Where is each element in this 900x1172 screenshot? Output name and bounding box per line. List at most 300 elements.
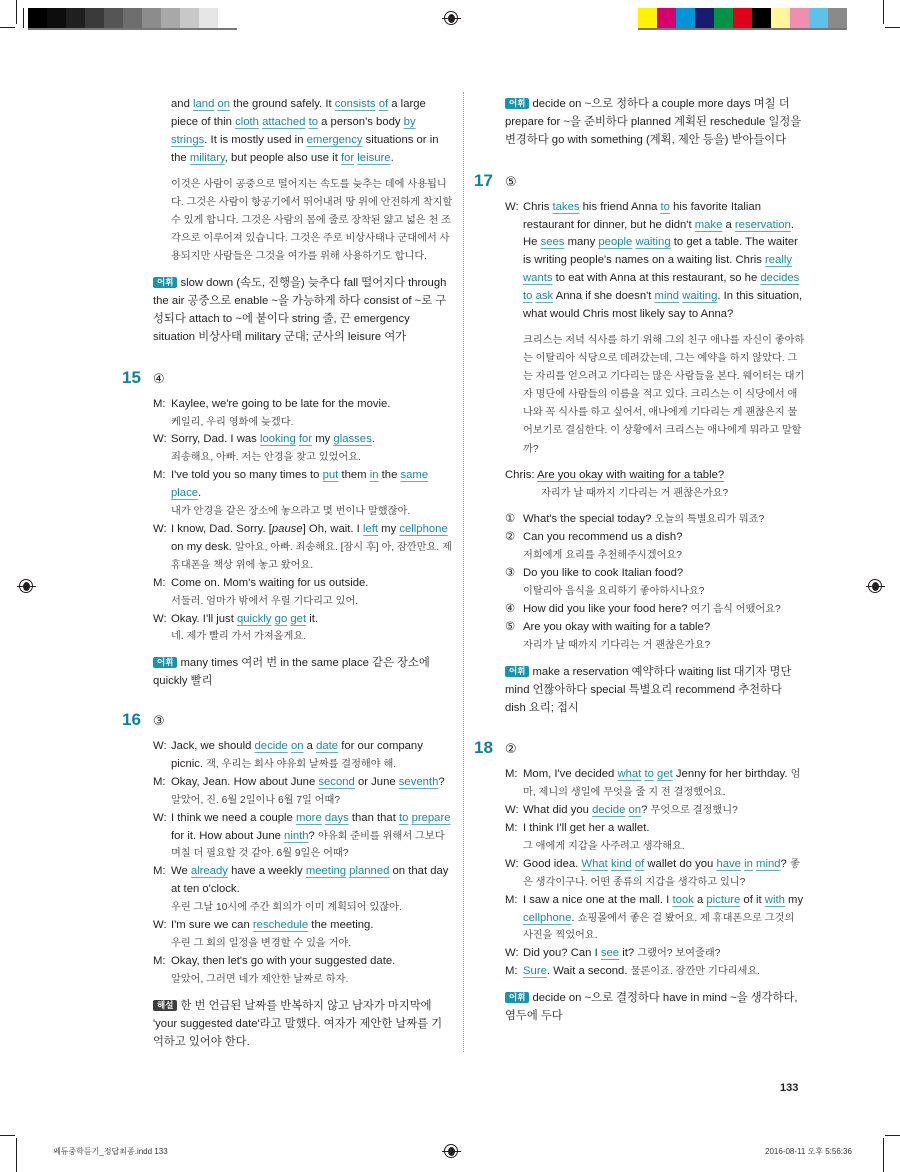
dialogue-line	[153, 738, 453, 774]
key-word: have	[716, 857, 741, 870]
key-word: What	[581, 857, 608, 870]
key-word: of	[634, 857, 645, 870]
vocab-text: decide on ~으로 결정하다 have in mind ~을 생각하다, 염두에 두다	[505, 992, 798, 1023]
text: What did you	[523, 804, 593, 817]
text: I think I'll get her a wallet.	[523, 822, 650, 835]
text: them	[338, 469, 370, 482]
text: on that day at ten o'clock.	[171, 865, 449, 896]
crop-mark	[0, 27, 15, 28]
registration-mark-icon	[444, 1144, 458, 1158]
key-word: get	[290, 612, 307, 625]
key-word: second	[318, 775, 355, 788]
speaker-label: W:	[153, 811, 167, 824]
key-word: on	[290, 740, 304, 753]
text: Mom, I've decided	[523, 768, 618, 781]
text: Okay, then let's go with your suggested date.	[171, 954, 396, 967]
choice-number: ②	[505, 531, 516, 544]
color-swatch	[218, 8, 237, 28]
text: my	[312, 433, 334, 446]
color-swatch	[85, 8, 104, 28]
column-divider	[463, 92, 464, 1052]
speaker-label: Chris:	[505, 468, 535, 481]
dialogue	[505, 766, 805, 981]
speaker-label: W:	[505, 200, 519, 213]
key-word: planned	[349, 865, 390, 878]
korean-translation: 네. 제가 빨리 가서 가져올게요.	[171, 631, 307, 643]
explanation-text: 한 번 언급된 날짜를 반복하지 않고 남자가 마지막에 'your suggested date'라고 말했다. 여자가 제안한 날짜를 기억하고 있어야 한다.	[153, 999, 443, 1048]
speaker-label: W:	[153, 919, 167, 932]
color-swatch	[123, 8, 142, 28]
key-word: same	[400, 469, 429, 482]
key-word: really	[765, 254, 793, 267]
dialogue-line	[153, 953, 453, 989]
korean-translation: 잭, 우리는 회사 야유회 날짜를 결정해야 해.	[206, 758, 397, 770]
text: Kaylee, we're going to be late for the movie.	[171, 397, 391, 410]
korean-translation: 알아요, 아빠. 죄송해요. [잠시 후] 아, 잠깐만요. 제 휴대폰을 책상 위에 놓고 왔어요.	[171, 541, 452, 571]
dialogue-line	[505, 892, 805, 946]
key-word: sees	[540, 236, 565, 249]
text: the ground safely. It	[230, 98, 335, 110]
vocab-badge: 어휘	[153, 657, 177, 668]
speaker-label: M:	[153, 469, 166, 482]
text: to get a table. The waiter is writing people's names on a waiting list. Chris	[523, 236, 798, 267]
color-swatch	[142, 8, 161, 28]
key-word: wants	[523, 272, 553, 285]
explanation-badge: 해설	[153, 1000, 177, 1011]
text: of it	[740, 893, 765, 906]
speaker-label: M:	[153, 775, 166, 788]
left-column	[122, 96, 453, 1051]
answer-choice	[505, 511, 805, 529]
answer-marker: ④	[153, 370, 165, 386]
korean-translation: 자리가 날 때까지 기다리는 거 괜찮은가요?	[523, 639, 711, 651]
text: Did you? Can I	[523, 947, 601, 960]
chris-line-korean: 자리가 날 때까지 기다리는 거 괜찮은가요?	[541, 487, 729, 499]
dialogue	[153, 396, 453, 647]
key-word: people	[598, 236, 633, 249]
key-word: of	[378, 98, 389, 110]
key-word: on	[628, 804, 642, 817]
speaker-label: M:	[505, 965, 518, 978]
text: Come on. Mom's waiting for us outside.	[171, 576, 369, 589]
dialogue-line	[153, 863, 453, 917]
line-text	[171, 774, 453, 810]
speaker-label: W:	[153, 740, 167, 753]
text: ?	[308, 829, 318, 842]
right-column	[474, 96, 805, 1026]
text: .	[571, 911, 578, 924]
dialogue-line	[505, 963, 805, 981]
line-text	[171, 467, 453, 503]
text: .	[371, 433, 375, 446]
key-word: by	[403, 115, 416, 128]
passage-english	[153, 96, 453, 168]
korean-translation: 쇼핑몰에서 좋은 걸 봤어요. 제 휴대폰으로 그것의 사진을 찍었어요.	[523, 912, 795, 942]
text: ?	[780, 857, 790, 870]
text: many	[564, 236, 599, 249]
key-word: put	[322, 469, 339, 482]
key-word: consists	[334, 98, 376, 110]
narration	[505, 199, 805, 324]
key-word: cellphone	[399, 522, 448, 535]
speaker-label: W:	[505, 804, 519, 817]
registration-mark-icon	[19, 579, 33, 593]
color-swatch	[714, 8, 733, 28]
line-text	[523, 802, 805, 820]
dialogue-line	[153, 467, 453, 521]
key-word: to	[523, 290, 533, 303]
korean-translation: 저희에게 요리를 추천해주시겠어요?	[523, 550, 682, 562]
text: Sorry, Dad. I was	[171, 433, 260, 446]
line-text	[171, 917, 453, 935]
question-number: 15	[122, 367, 141, 387]
crop-mark	[885, 1135, 900, 1136]
speaker-label: M:	[153, 576, 166, 589]
key-word: attached	[262, 115, 306, 128]
gray-color-bar	[28, 8, 237, 30]
color-swatch	[28, 8, 47, 28]
key-word: Sure	[523, 965, 547, 978]
vocab-text: many times 여러 번 in the same place 같은 장소에 quickly 빨리	[153, 657, 430, 688]
color-swatch	[790, 8, 809, 28]
text: . Wait a second.	[546, 965, 631, 978]
text: Chris	[523, 200, 553, 213]
passage-korean: 이것은 사람이 공중으로 떨어지는 속도를 늦추는 데에 사용됩니다. 그것은 사람이 항공기에서 뛰어내려 땅 위에 안전하게 착지할 수 있게 합니다. 그것은 사람의 몸에 줄로 장착된 얇고 넓은 천 조각으로 이루어져 있습니다. 그것은 주로 비상사태나 군대에서 사용되지만 사람들은 그것을 여가를 위해 사용하기도 합니다.	[171, 178, 453, 262]
line-text	[171, 738, 453, 774]
dialogue-line	[153, 611, 453, 647]
line-text	[523, 892, 805, 946]
dialogue-line	[153, 431, 453, 467]
dialogue-line	[505, 802, 805, 820]
question-18	[474, 738, 805, 1026]
color-swatch	[180, 8, 199, 28]
text: Anna if she doesn't	[553, 290, 655, 303]
text: Jack, we should	[171, 740, 255, 753]
korean-translation: 죄송해요, 아빠. 저는 안경을 찾고 있었어요.	[171, 452, 361, 464]
answer-marker: ②	[505, 741, 517, 757]
color-swatch	[828, 8, 847, 28]
question-15	[122, 367, 453, 691]
crop-mark	[883, 0, 884, 24]
choice-text: What's the special today? 오늘의 특별요리가 뭐죠?	[523, 513, 765, 526]
key-word: decide	[254, 740, 288, 753]
vocab-text: make a reservation 예약하다 waiting list 대기자 명단 mind 언짢아하다 special 특별요리 recommend 추천하다 dish 요리; 접시	[505, 665, 792, 714]
answer-choice	[505, 619, 805, 655]
color-swatch	[733, 8, 752, 28]
line-text	[171, 863, 453, 899]
korean-translation: 야유회 준비를 위해서 그보다 며칠 더 필요할 것 같아. 6월 9일은 어때?	[171, 830, 445, 860]
text: ?	[641, 804, 651, 817]
text: for it. How about June	[171, 829, 285, 842]
color-swatch	[66, 8, 85, 28]
text: my	[784, 893, 804, 906]
text: I think we need a couple	[171, 811, 296, 824]
answer-choice	[505, 601, 805, 619]
color-swatch	[199, 8, 218, 28]
key-word: what	[617, 768, 642, 781]
vocab-text: slow down (속도, 진행을) 늦추다 fall 떨어지다 through the air 공중으로 enable ~을 가능하게 하다 consist of ~로 구성되다 attach to ~에 붙이다 string 줄, 끈 emergency situation 비상사태 military 군대; 군사의 leisure 여가	[153, 277, 447, 343]
key-word: in	[744, 857, 753, 870]
text: We	[171, 865, 191, 878]
speaker-label: W:	[153, 522, 167, 535]
key-word: mind	[756, 857, 781, 870]
key-word: for	[340, 151, 355, 164]
key-word: for	[298, 433, 313, 446]
question-17	[474, 170, 805, 718]
key-word: took	[672, 893, 694, 906]
text: than that	[348, 811, 399, 824]
text: .	[198, 487, 202, 500]
slug-timestamp: 2016-08-11 오후 5:56:36	[765, 1147, 852, 1156]
color-swatch	[676, 8, 695, 28]
text: a person's body	[317, 115, 404, 128]
text: I saw a nice one at the mall. I	[523, 893, 673, 906]
choice-text: Are you okay with waiting for a table?	[523, 620, 711, 633]
dialogue-line	[153, 774, 453, 810]
speaker-label: M:	[153, 865, 166, 878]
dialogue-line	[153, 575, 453, 611]
text: his favorite Italian restaurant for dinner, but he didn't	[523, 200, 762, 231]
key-word: to	[644, 768, 654, 781]
key-word: reservation	[734, 218, 791, 231]
text: , but people also use it	[224, 151, 341, 164]
color-swatch	[161, 8, 180, 28]
korean-translation: 그랬어? 보여줄래?	[637, 948, 721, 960]
text: . In this situation, what would Chris most likely say to Anna?	[523, 290, 803, 321]
speaker-label: M:	[505, 893, 518, 906]
crop-mark	[885, 27, 900, 28]
text: Jenny for her birthday.	[672, 768, 791, 781]
key-word: days	[324, 811, 349, 824]
korean-translation: 서둘러. 엄마가 밖에서 우릴 기다리고 있어.	[171, 595, 359, 607]
choice-number: ③	[505, 567, 516, 580]
text: . It is mostly used in	[204, 133, 307, 146]
vocab-box	[505, 990, 805, 1026]
text: ] Oh, wait. I	[302, 522, 363, 535]
dialogue-line	[505, 945, 805, 963]
key-word: place	[171, 487, 199, 500]
text: a large piece of thin	[171, 98, 426, 128]
key-word: cloth	[235, 115, 259, 128]
speaker-label: W:	[505, 857, 519, 870]
text: it.	[306, 612, 319, 625]
text: and	[171, 98, 193, 110]
key-word: ninth	[284, 829, 309, 842]
answer-choice	[505, 529, 805, 565]
korean-translation: 무엇으로 결정했니?	[650, 805, 738, 817]
vocab-badge: 어휘	[505, 666, 529, 677]
key-word: see	[600, 947, 620, 960]
text: for our company picnic.	[171, 740, 423, 770]
key-word: quickly	[236, 612, 272, 625]
choice-number: ⑤	[505, 620, 516, 633]
question-number: 18	[474, 738, 493, 758]
dialogue	[153, 738, 453, 989]
color-swatch	[104, 8, 123, 28]
speaker-label: M:	[505, 822, 518, 835]
text: ?	[438, 775, 445, 788]
key-word: military	[189, 151, 225, 164]
page-number: 133	[780, 1082, 799, 1094]
vocab-text: decide on ~으로 정하다 a couple more days 며칠 더 prepare for ~을 준비하다 planned 계획된 reschedule 일정을 변경하다 go with something (계획, 제안 등을) 받아들이다	[505, 98, 802, 146]
vocab-badge: 어휘	[153, 277, 177, 288]
korean-translation: 그 애에게 지갑을 사주려고 생각해요.	[523, 840, 685, 852]
key-word: takes	[552, 200, 580, 213]
key-word: meeting	[305, 865, 347, 878]
dialogue-line	[153, 810, 453, 864]
key-word: left	[362, 522, 379, 535]
question-number: 16	[122, 710, 141, 730]
dialogue-line	[505, 820, 805, 856]
choice-text: Do you like to cook Italian food?	[523, 567, 684, 580]
key-word: decides	[760, 272, 800, 285]
korean-translation: 케일리, 우리 영화에 늦겠다.	[171, 416, 294, 428]
korean-translation: 알았어, 그러면 네가 제안한 날짜로 하자.	[171, 973, 349, 985]
key-word: prepare	[411, 811, 451, 824]
key-word: to	[399, 811, 409, 824]
speaker-label: M:	[153, 397, 166, 410]
line-text	[523, 856, 805, 892]
crop-mark	[0, 1135, 15, 1136]
registration-mark-icon	[444, 11, 458, 25]
slug-filename: 쎄듀중학듣기_정답최종.indd 133	[53, 1147, 168, 1156]
answer-choice	[505, 565, 805, 601]
text: the	[378, 469, 401, 482]
korean-translation: 물론이죠. 잠깐만 기다리세요.	[630, 966, 761, 978]
speaker-label: M:	[153, 954, 166, 967]
dialogue-line	[505, 856, 805, 892]
vocab-box	[505, 664, 805, 718]
text: Good idea.	[523, 857, 582, 870]
key-word: land	[193, 98, 215, 110]
color-swatch	[638, 8, 657, 28]
stage-direction: pause	[271, 522, 303, 535]
key-word: strings	[171, 133, 205, 146]
choice-number: ④	[505, 602, 516, 615]
key-word: on	[217, 98, 231, 110]
key-word: go	[274, 612, 288, 625]
korean-translation: 알았어, 진. 6월 2일이나 6월 7일 어때?	[171, 794, 341, 806]
chris-answer	[505, 467, 805, 503]
dialogue-line	[505, 766, 805, 802]
key-word: seventh	[398, 775, 439, 788]
crop-mark	[883, 1138, 884, 1172]
speaker-label: W:	[153, 433, 167, 446]
crop-mark	[16, 1138, 17, 1172]
choices	[505, 511, 805, 654]
text: his friend Anna	[579, 200, 661, 213]
korean-translation: 엄마, 제니의 생일에 무엇을 줄 지 전 결정했어요.	[523, 769, 801, 799]
line-text	[523, 820, 805, 838]
speaker-label: W:	[505, 947, 519, 960]
line-text	[171, 611, 453, 629]
dialogue-line	[153, 917, 453, 953]
line-text	[171, 575, 453, 593]
text: a	[303, 740, 317, 753]
korean-translation: 이탈리아 음식을 요리하기 좋아하시나요?	[523, 586, 705, 598]
key-word: with	[764, 893, 785, 906]
line-text	[523, 766, 805, 802]
text: the meeting.	[308, 919, 374, 932]
text: or June	[354, 775, 399, 788]
answer-marker: ③	[153, 713, 165, 729]
text: Okay. I'll just	[171, 612, 237, 625]
key-word: kind	[610, 857, 632, 870]
cmyk-color-bar	[638, 8, 847, 30]
korean-translation: 내가 안경을 같은 장소에 놓으라고 몇 번이나 말했잖아.	[171, 506, 411, 518]
color-swatch	[752, 8, 771, 28]
line-text	[171, 810, 453, 864]
narration-text	[523, 199, 805, 324]
vocab-box	[153, 655, 453, 691]
line-text	[523, 963, 805, 981]
color-swatch	[47, 8, 66, 28]
text: situations or in the	[171, 133, 439, 164]
choice-number: ①	[505, 513, 516, 526]
key-word: ask	[535, 290, 554, 303]
text: to eat with Anna at this restaurant, so he	[552, 272, 761, 285]
vocab-badge: 어휘	[505, 992, 529, 1003]
crop-mark	[16, 0, 17, 24]
korean-translation: 우린 그 회의 일정을 변경할 수 있을 거야.	[171, 938, 352, 949]
key-word: leisure	[357, 151, 391, 164]
vocab-badge: 어휘	[505, 98, 529, 109]
color-swatch	[809, 8, 828, 28]
text: Okay, Jean. How about June	[171, 775, 319, 788]
key-word: decide	[592, 804, 626, 817]
text: my	[378, 522, 400, 535]
key-word: to	[308, 115, 318, 128]
key-word: reschedule	[252, 919, 309, 932]
text: it?	[619, 947, 638, 960]
text: wallet do you	[644, 857, 717, 870]
key-word: make	[694, 218, 723, 231]
color-swatch	[695, 8, 714, 28]
text: I'm sure we can	[171, 919, 253, 932]
text: a	[722, 218, 735, 231]
key-word: mind	[654, 290, 680, 303]
line-text	[523, 945, 805, 963]
key-word: picture	[706, 893, 741, 906]
text: . He	[523, 218, 794, 249]
answer-marker: ⑤	[505, 173, 517, 189]
speaker-label: M:	[505, 768, 518, 781]
korean-translation: 좋은 생각이구나. 어떤 종류의 지갑을 생각하고 있니?	[523, 858, 800, 888]
key-word: already	[190, 865, 228, 878]
question-number: 17	[474, 170, 493, 190]
chris-line: Are you okay with waiting for a table?	[537, 468, 725, 481]
key-word: cellphone	[523, 911, 572, 924]
korean-translation: 오늘의 특별요리가 뭐죠?	[654, 514, 765, 526]
registration-mark-icon	[868, 579, 882, 593]
key-word: date	[316, 740, 339, 753]
text: on my desk.	[171, 540, 236, 553]
speaker-label: W:	[153, 612, 167, 625]
narration-korean: 크리스는 저녁 식사를 하기 위해 그의 친구 애나를 자신이 좋아하는 이탈리아 식당으로 데려갔는데, 그는 예약을 하지 않았다. 그는 자리를 얻으려고 기다리는 많은 사람들을 본다. 웨이터는 대기자 명단에 사람들의 이름을 적고 있다. 크리스는 이 식당에서 애나와 꼭 식사를 하고 싶어서, 애나에게 기다리는 게 괜찮은지 물어보기로 결심한다. 이 상황에서 크리스는 애나에게 뭐라고 말할까?	[523, 334, 805, 455]
line-text	[171, 396, 453, 414]
vocab-box	[505, 96, 805, 150]
dialogue-line	[153, 396, 453, 432]
key-word: waiting	[682, 290, 718, 303]
crop-mark	[23, 8, 24, 28]
text: I've told you so many times to	[171, 469, 323, 482]
explanation-box	[153, 998, 453, 1052]
key-word: emergency	[306, 133, 363, 146]
key-word: to	[660, 200, 670, 213]
text: I know, Dad. Sorry. [	[171, 522, 272, 535]
choice-text: Can you recommend us a dish?	[523, 531, 683, 544]
key-word: waiting	[635, 236, 671, 249]
